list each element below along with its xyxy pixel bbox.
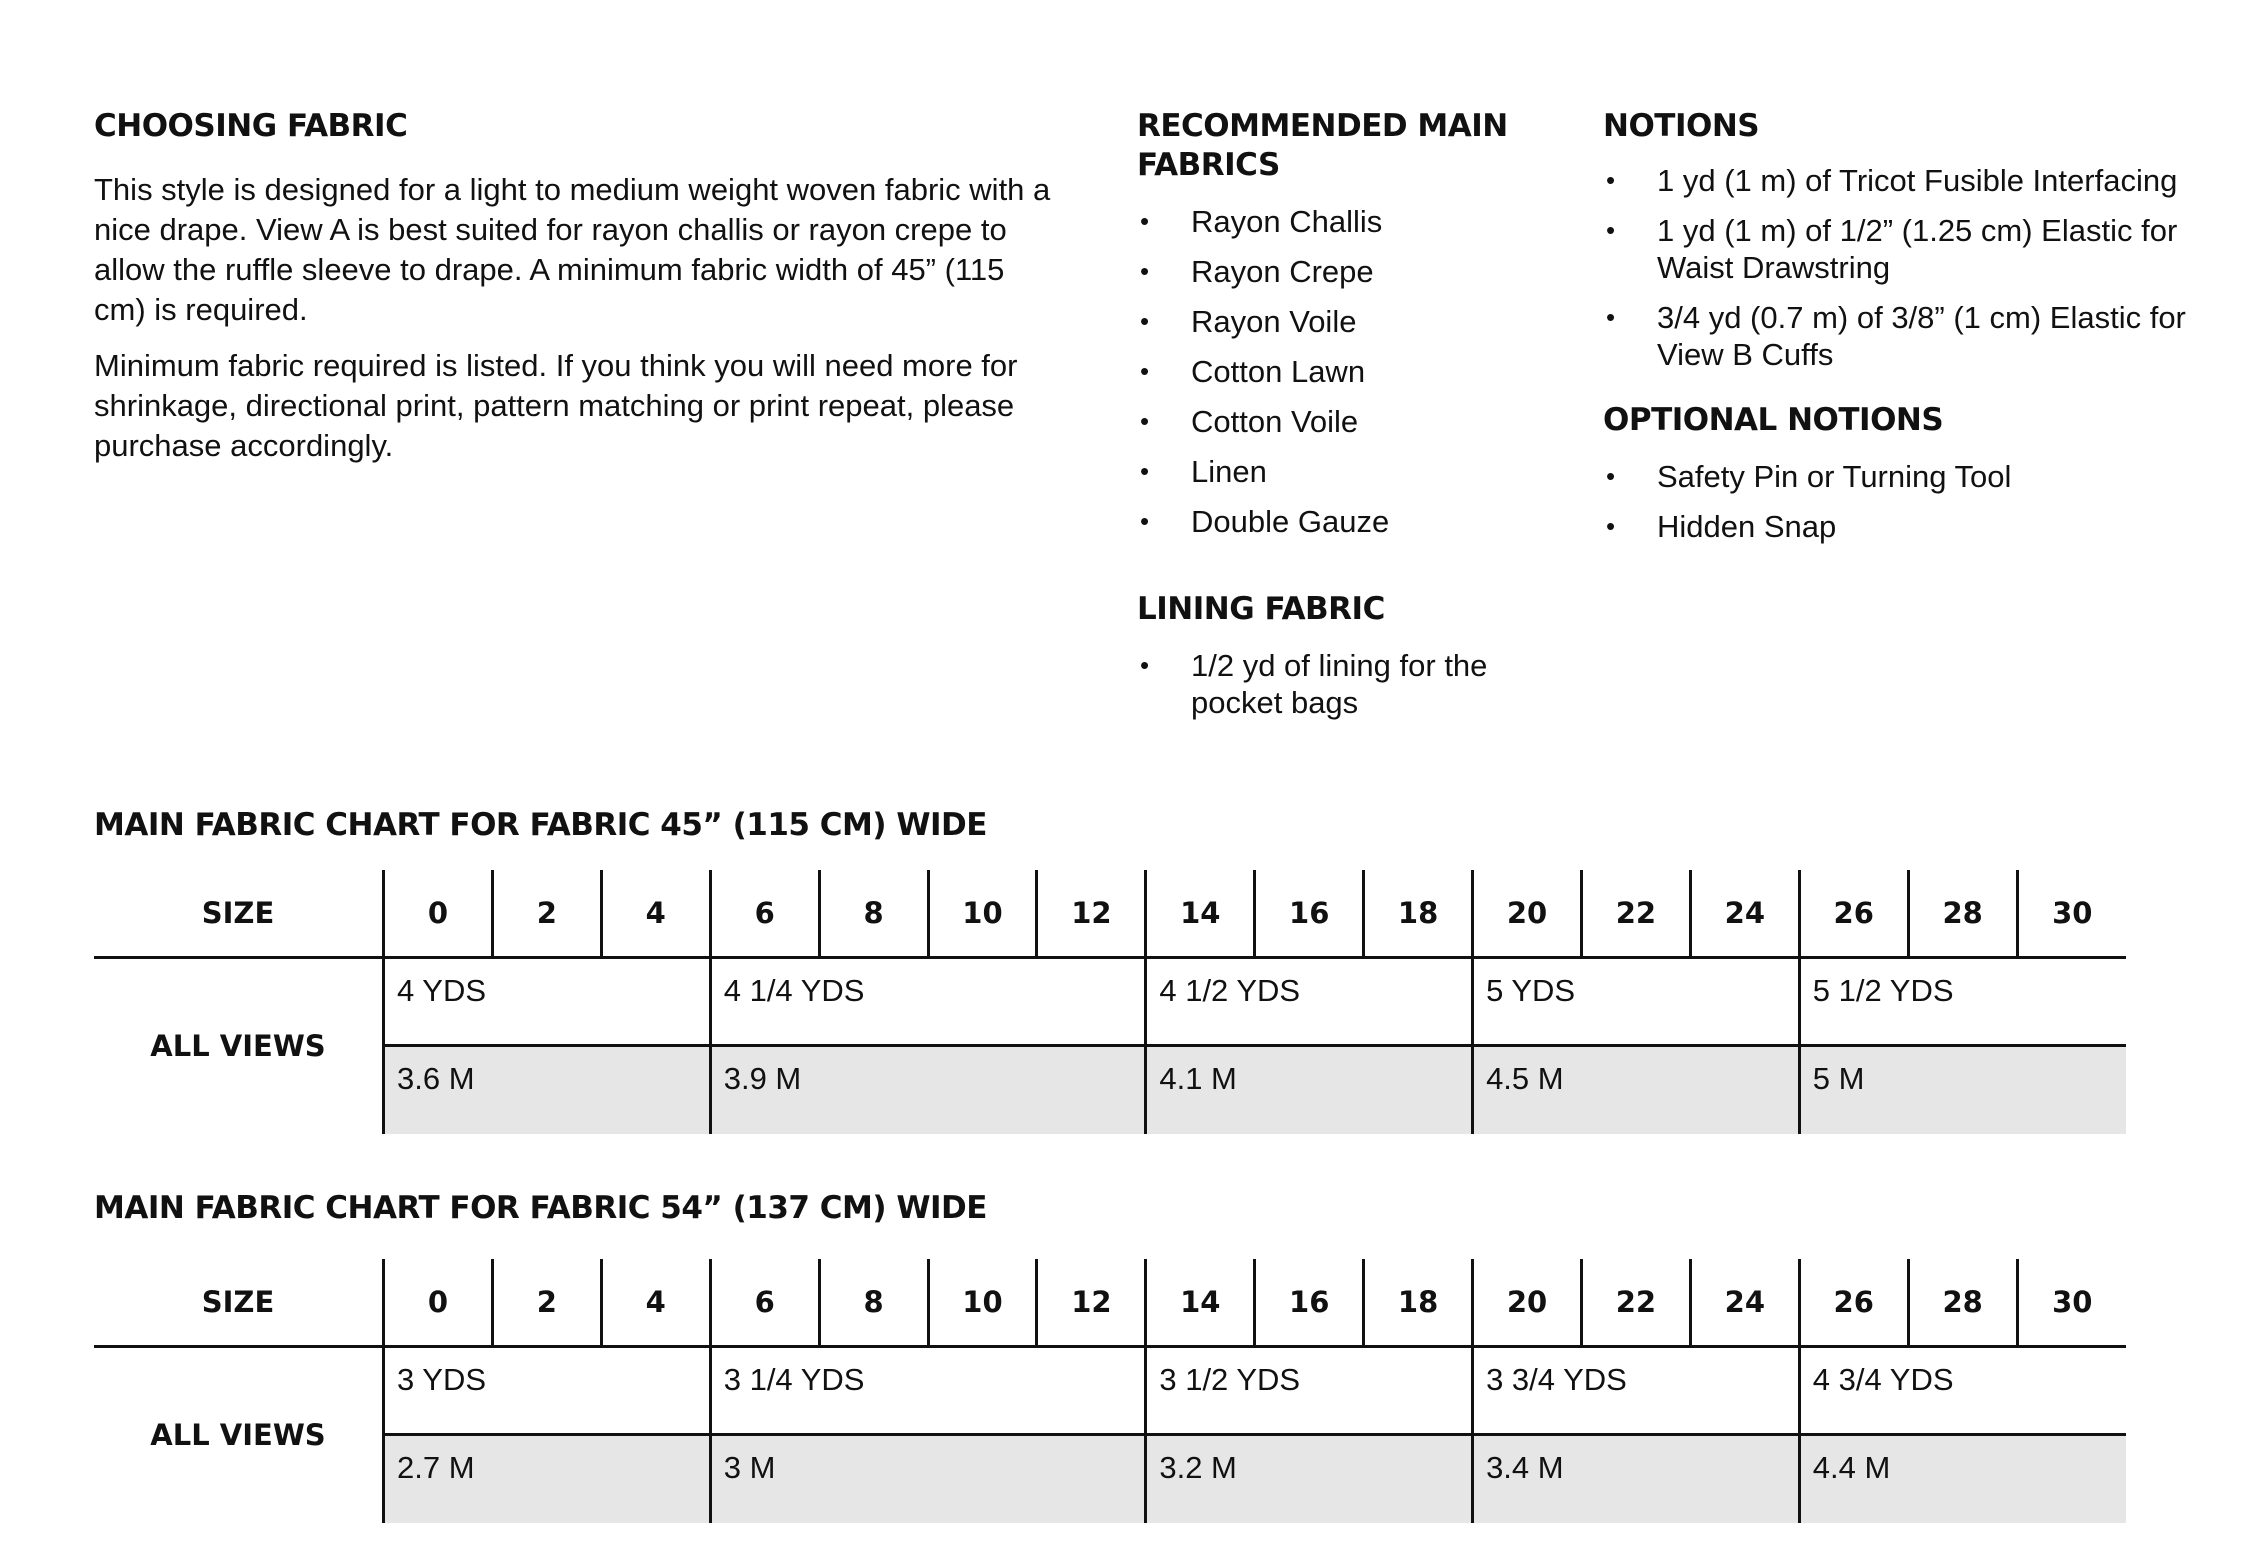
size-cell: 12 xyxy=(1037,1259,1146,1347)
size-cell: 4 xyxy=(601,1259,710,1347)
optional-notions-title: OPTIONAL NOTIONS xyxy=(1603,402,1944,438)
yards-cell: 3 3/4 YDS xyxy=(1473,1347,1800,1435)
chart-54-title: MAIN FABRIC CHART FOR FABRIC 54” (137 CM) WIDE xyxy=(94,1190,987,1226)
size-cell: 14 xyxy=(1146,870,1255,958)
size-cell: 28 xyxy=(1908,1259,2017,1347)
optional-notions-list xyxy=(1603,458,2203,545)
size-cell: 8 xyxy=(819,870,928,958)
size-cell: 16 xyxy=(1255,1259,1364,1347)
size-cell: 30 xyxy=(2017,870,2126,958)
list-item: • 1 yd (1 m) of Tricot Fusible Interfacing xyxy=(1606,163,2178,198)
meters-cell: 4.5 M xyxy=(1473,1046,1800,1134)
meters-cell: 3.6 M xyxy=(384,1046,711,1134)
size-header-row xyxy=(94,870,2126,958)
list-item: • Cotton Voile xyxy=(1140,404,1359,439)
yards-cell: 4 YDS xyxy=(384,958,711,1046)
meters-row xyxy=(94,1435,2126,1523)
notions-list xyxy=(1603,162,2203,373)
size-cell: 0 xyxy=(384,870,493,958)
meters-cell: 3 M xyxy=(710,1435,1146,1523)
size-cell: 26 xyxy=(1799,1259,1908,1347)
list-item: • 3/4 yd (0.7 m) of 3/8” (1 cm) Elastic for View B Cuffs xyxy=(1606,300,2186,372)
chart-45-title: MAIN FABRIC CHART FOR FABRIC 45” (115 CM) WIDE xyxy=(94,807,987,843)
meters-cell: 4.1 M xyxy=(1146,1046,1473,1134)
list-item: • 1 yd (1 m) of 1/2” (1.25 cm) Elastic for Waist Drawstring xyxy=(1606,213,2178,285)
list-item: • Rayon Challis xyxy=(1140,204,1383,239)
size-cell: 10 xyxy=(928,1259,1037,1347)
yards-cell: 3 1/2 YDS xyxy=(1146,1347,1473,1435)
choosing-fabric-title: CHOOSING FABRIC xyxy=(94,108,408,144)
size-header-row xyxy=(94,1259,2126,1347)
yards-row xyxy=(94,958,2126,1046)
yards-cell: 3 YDS xyxy=(384,1347,711,1435)
recommended-fabrics-title: RECOMMENDED MAIN FABRICS xyxy=(1137,108,1508,183)
notions-section xyxy=(1603,107,2203,558)
size-cell: 20 xyxy=(1473,870,1582,958)
size-cell: 22 xyxy=(1581,1259,1690,1347)
recommended-fabrics-list xyxy=(1137,203,1557,540)
list-item: • 1/2 yd of lining for the pocket bags xyxy=(1140,648,1488,720)
yards-cell: 4 3/4 YDS xyxy=(1799,1347,2126,1435)
notions-title: NOTIONS xyxy=(1603,108,1760,144)
fabric-chart-54 xyxy=(94,1259,2126,1523)
size-cell: 18 xyxy=(1364,870,1473,958)
size-cell: 24 xyxy=(1690,1259,1799,1347)
yards-cell: 5 1/2 YDS xyxy=(1799,958,2126,1046)
size-cell: 2 xyxy=(492,870,601,958)
recommended-fabrics-section xyxy=(1137,107,1557,721)
meters-cell: 2.7 M xyxy=(384,1435,711,1523)
size-cell: 30 xyxy=(2017,1259,2126,1347)
size-cell: 18 xyxy=(1364,1259,1473,1347)
size-cell: 0 xyxy=(384,1259,493,1347)
lining-fabric-title: LINING FABRIC xyxy=(1137,591,1385,627)
size-cell: 6 xyxy=(710,1259,819,1347)
size-header-label: SIZE xyxy=(94,870,384,958)
size-cell: 8 xyxy=(819,1259,928,1347)
meters-cell: 3.2 M xyxy=(1146,1435,1473,1523)
list-item: • Linen xyxy=(1140,454,1267,489)
meters-row xyxy=(94,1046,2126,1134)
size-header-label: SIZE xyxy=(94,1259,384,1347)
all-views-label: ALL VIEWS xyxy=(150,1418,326,1453)
yards-cell: 5 YDS xyxy=(1473,958,1800,1046)
meters-cell: 3.4 M xyxy=(1473,1435,1800,1523)
choosing-fabric-paragraph-1: This style is designed for a light to medium weight woven fabric with a nice drape. View A is best suited for rayon challis or rayon crepe to allow the ruffle sleeve to drape. A minimum fabric width of 45” (115 cm) is required. xyxy=(94,172,1051,327)
yards-cell: 4 1/2 YDS xyxy=(1146,958,1473,1046)
list-item: • Hidden Snap xyxy=(1606,509,1837,544)
list-item: • Safety Pin or Turning Tool xyxy=(1606,459,2012,494)
size-cell: 26 xyxy=(1799,870,1908,958)
list-item: • Double Gauze xyxy=(1140,504,1390,539)
size-cell: 22 xyxy=(1581,870,1690,958)
meters-cell: 4.4 M xyxy=(1799,1435,2126,1523)
size-cell: 6 xyxy=(710,870,819,958)
yards-cell: 3 1/4 YDS xyxy=(710,1347,1146,1435)
choosing-fabric-section xyxy=(94,107,1054,482)
size-cell: 14 xyxy=(1146,1259,1255,1347)
size-cell: 16 xyxy=(1255,870,1364,958)
size-cell: 2 xyxy=(492,1259,601,1347)
choosing-fabric-paragraph-2: Minimum fabric required is listed. If you think you will need more for shrinkage, directional print, pattern matching or print repeat, please purchase accordingly. xyxy=(94,348,1018,463)
yards-row xyxy=(94,1347,2126,1435)
list-item: • Cotton Lawn xyxy=(1140,354,1366,389)
all-views-label: ALL VIEWS xyxy=(150,1029,326,1064)
list-item: • Rayon Crepe xyxy=(1140,254,1374,289)
size-cell: 24 xyxy=(1690,870,1799,958)
size-cell: 4 xyxy=(601,870,710,958)
size-cell: 28 xyxy=(1908,870,2017,958)
size-cell: 20 xyxy=(1473,1259,1582,1347)
fabric-chart-45 xyxy=(94,870,2126,1134)
lining-fabric-list xyxy=(1137,647,1557,721)
meters-cell: 5 M xyxy=(1799,1046,2126,1134)
size-cell: 12 xyxy=(1037,870,1146,958)
list-item: • Rayon Voile xyxy=(1140,304,1357,339)
size-cell: 10 xyxy=(928,870,1037,958)
yards-cell: 4 1/4 YDS xyxy=(710,958,1146,1046)
meters-cell: 3.9 M xyxy=(710,1046,1146,1134)
